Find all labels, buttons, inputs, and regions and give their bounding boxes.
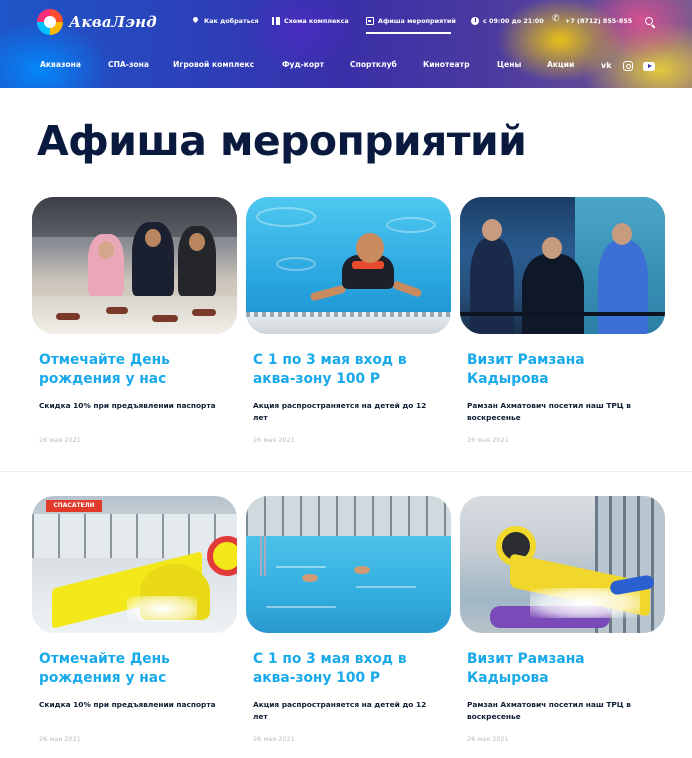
map-icon (272, 17, 280, 25)
event-title[interactable]: С 1 по 3 мая вход в аква-зону 100 Р (253, 352, 407, 387)
event-image-indoor-pool (246, 496, 451, 633)
instagram-icon[interactable] (623, 61, 633, 71)
event-card[interactable] (32, 496, 237, 758)
event-image-pool-kid (246, 197, 451, 334)
event-image-tube-slide (460, 496, 665, 633)
event-description: Рамзан Ахматович посетил наш ТРЦ в воскресенье (467, 700, 631, 721)
event-description: Скидка 10% при предъявлении паспорта (39, 700, 216, 709)
phone-icon (553, 17, 561, 25)
nav-item-food-court[interactable]: Фуд-корт (282, 60, 324, 69)
event-title[interactable]: Отмечайте День рождения у нас (39, 352, 170, 387)
topnav-label: +7 (8712) 855-855 (565, 17, 633, 25)
event-title[interactable]: С 1 по 3 мая вход в аква-зону 100 Р (253, 651, 407, 686)
site-header (0, 0, 692, 88)
nav-item-sport-club[interactable]: Спортклуб (350, 60, 397, 69)
topnav-events[interactable] (366, 17, 456, 25)
event-date: 26 мая 2021 (467, 436, 509, 444)
event-description: Рамзан Ахматович посетил наш ТРЦ в воскресенье (467, 401, 631, 422)
event-description: Скидка 10% при предъявлении паспорта (39, 401, 216, 410)
topnav-complex-map[interactable] (272, 17, 349, 25)
event-image-visit (460, 197, 665, 334)
event-date: 26 мая 2021 (253, 735, 295, 743)
vk-icon[interactable]: vk (601, 61, 612, 70)
event-title[interactable]: Визит Рамзана Кадырова (467, 651, 585, 686)
topnav-label: с 09:00 до 21:00 (483, 17, 544, 25)
clock-icon (471, 17, 479, 25)
calendar-icon (366, 17, 374, 25)
lifeguard-banner: СПАСАТЕЛИ (46, 500, 102, 512)
event-card[interactable] (246, 496, 451, 758)
event-date: 26 мая 2021 (39, 436, 81, 444)
event-title[interactable]: Визит Рамзана Кадырова (467, 352, 585, 387)
logo[interactable] (37, 8, 157, 36)
pin-icon (192, 17, 200, 25)
logo-text: АкваЛэнд (69, 13, 157, 31)
nav-item-aquazone[interactable]: Аквазона (40, 60, 81, 69)
event-card[interactable] (246, 197, 451, 459)
nav-item-promotions[interactable]: Акции (547, 60, 575, 69)
topnav-phone[interactable] (553, 17, 632, 25)
topnav-hours (471, 17, 544, 25)
event-description: Акция распространяется на детей до 12 лет (253, 700, 427, 721)
event-description: Акция распространяется на детей до 12 лет (253, 401, 427, 422)
youtube-icon[interactable] (643, 62, 655, 71)
nav-item-cinema[interactable]: Кинотеатр (423, 60, 470, 69)
event-card[interactable] (32, 197, 237, 459)
topnav-label: Как добраться (204, 17, 259, 25)
event-date: 26 мая 2021 (253, 436, 295, 444)
page-title: Афиша мероприятий (37, 117, 527, 165)
row-divider (0, 471, 692, 472)
topnav-how-to-get[interactable] (192, 17, 259, 25)
topnav-label: Схема комплекса (284, 17, 349, 25)
active-tab-underline (366, 32, 451, 34)
nav-item-spa[interactable]: СПА-зона (108, 60, 149, 69)
event-date: 26 мая 2021 (467, 735, 509, 743)
event-image-birthday (32, 197, 237, 334)
event-card[interactable] (460, 496, 665, 758)
nav-item-prices[interactable]: Цены (497, 60, 522, 69)
main-nav (0, 60, 692, 74)
topnav-label: Афиша мероприятий (378, 17, 456, 25)
logo-icon (37, 9, 63, 35)
event-date: 26 мая 2021 (39, 735, 81, 743)
search-icon[interactable] (645, 17, 654, 26)
event-title[interactable]: Отмечайте День рождения у нас (39, 651, 170, 686)
event-image-water-slide (32, 496, 237, 633)
event-card[interactable] (460, 197, 665, 459)
nav-item-game-complex[interactable]: Игровой комплекс (173, 60, 255, 69)
